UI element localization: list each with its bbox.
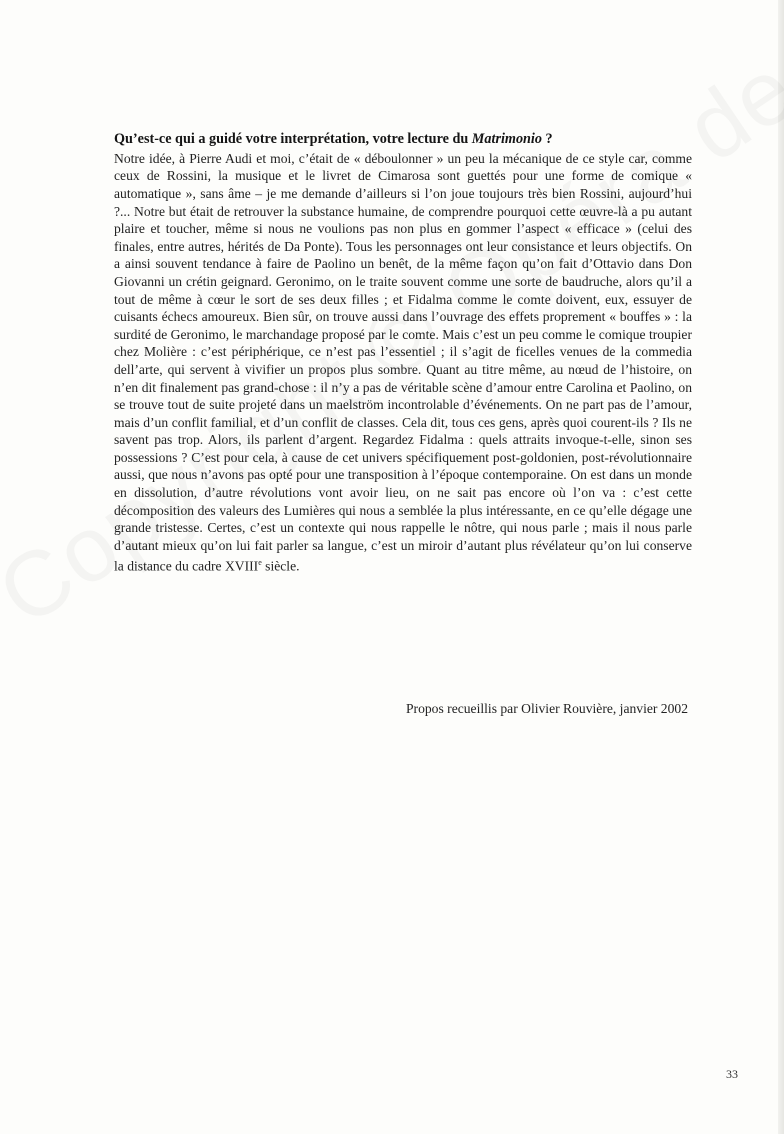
answer-text: Notre idée, à Pierre Audi et moi, c’était de « déboulonner » un peu la mécanique de ce style car, comme ceux de Rossini, la musique et le livret de Cimarosa sont guettés pour une forme de comique « automatique », sans âme – je me demande d’ailleurs si l’on joue toujours très bien Rossini, aujourd’hui ?... Notre but était de retrouver la substance humaine, de comprendre pourquoi cette œuvre-là a pu autant plaire et toucher, même si nous ne voulions pas non plus en gommer l’aspect « efficace » (celui des finales, entre autres, hérités de Da Ponte). Tous les personnages ont leur consistance et leurs objectifs. On a ainsi souvent tendance à faire de Paolino un benêt, de la même façon qu’on fait d’Ottavio dans Don Giovanni un crétin geignard. Geronimo, on le traite souvent comme une sorte de baudruche, alors qu’il a tout de même à cœur le sort de ses deux filles ; et Fidalma comme le comte doivent, eux, essuyer de cuisants échecs amoureux. Bien sûr, on trouve aussi dans l’ouvrage des effets proprement « bouffes » : la surdité de Geronimo, le marchandage proposé par le comte. Mais c’est un peu comme le comique troupier chez Molière : c’est périphérique, ce n’est pas l’essentiel ; il s’agit de ficelles venues de la commedia dell’arte, qui servent à vivifier un propos plus sombre. Quant au titre même, au nœud de l’histoire, on n’en dit finalement pas grand-chose : il n’y a pas de véritable scène d’amour entre Carolina et Paolino, on se trouve tout de suite projeté dans un maelström incontrolable d’événements. On ne part pas de l’amour, mais d’un conflit familial, et d’un conflit de classes. Cela dit, tous ces gens, après quoi courent-ils ? Ils ne savent pas trop. Alors, ils parlent d’argent. Regardez Fidalma : quels attraits invoque-t-elle, sinon ses possessions ? C’est pour cela, à cause de cet univers spécifiquement post-goldonien, post-révolutionnaire aussi, que nous n’avons pas opté pour une transposition à l’époque contemporaine. On est dans un monde en dissolution, d’autre révolutions vont avoir lieu, on ne sait pas encore où l’on va : c’est cette décomposition des valeurs des Lumières qui nous a semblée la plus intéressante, en ce qu’elle dégage une grande tristesse. Certes, c’est un contexte qui nous rappelle le nôtre, qui nous parle ; mais il nous parle d’autant mieux qu’on lui fait parler sa langue, c’est un miroir d’autant plus révélateur qu’on lui conserve la distance du cadre XVIII xyxy=(114,150,692,574)
interview-credit: Propos recueillis par Olivier Rouvière, janvier 2002 xyxy=(406,701,688,716)
answer-end: siècle. xyxy=(265,558,300,574)
interview-answer xyxy=(114,150,692,576)
page-number: 33 xyxy=(726,1067,738,1081)
opera-title: Matrimonio xyxy=(471,131,542,147)
question-suffix: ? xyxy=(541,131,553,147)
interview-question xyxy=(114,131,692,149)
interview-article xyxy=(114,131,692,576)
century-superscript: e xyxy=(258,558,262,568)
question-prefix: Qu’est-ce qui a guidé votre interprétation, votre lecture du xyxy=(114,131,469,147)
scan-edge xyxy=(778,0,784,1134)
